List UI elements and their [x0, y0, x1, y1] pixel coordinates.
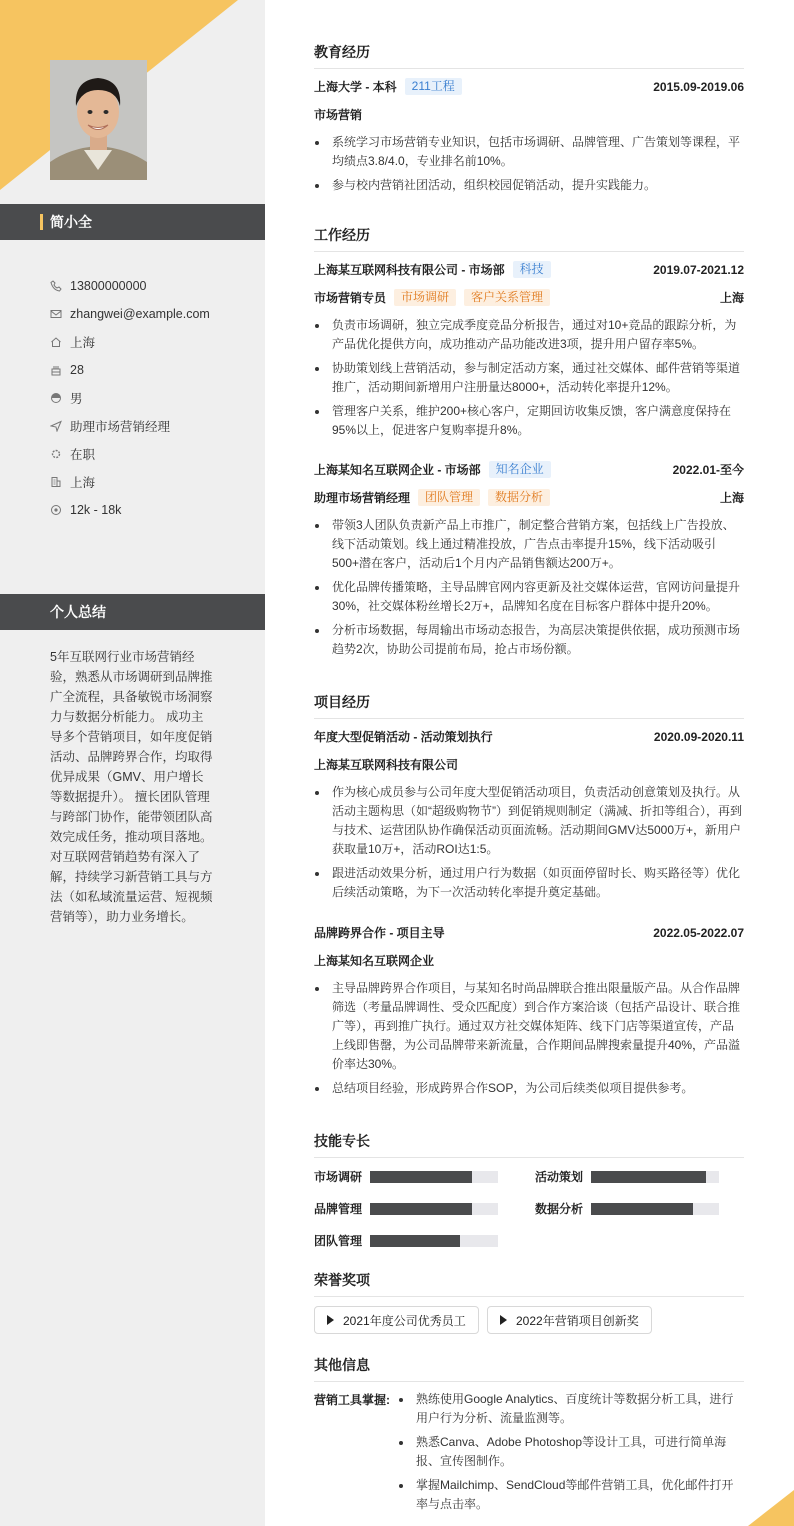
skill-bar: [370, 1235, 498, 1247]
project-1-org-row: [314, 756, 744, 773]
info-position: 助理市场营销经理: [50, 412, 260, 440]
list-item: 熟练使用Google Analytics、百度统计等数据分析工具，进行用户行为分析、流量监测等。: [398, 1390, 744, 1428]
summary-title: 个人总结: [50, 604, 106, 620]
job-1-bullets: [314, 316, 744, 445]
project-1-header: [314, 728, 744, 745]
info-status: 在职: [50, 440, 260, 468]
list-item: 掌握Mailchimp、SendCloud等邮件营销工具，优化邮件打开率与点击率。: [398, 1476, 744, 1514]
list-item: 优化品牌传播策略，主导品牌官网内容更新及社交媒体运营，官网访问量提升30%，社交媒体粉丝增长2万+，品牌知名度在目标客户群体中提升20%。: [314, 578, 744, 616]
other-label-row: [314, 1391, 394, 1408]
job-2-role-row: [314, 489, 744, 506]
skill-name: 数据分析: [535, 1202, 584, 1216]
skill-bar-fill: [591, 1203, 693, 1215]
school-tag: 211工程: [405, 78, 462, 95]
info-work-city: 上海: [50, 468, 260, 496]
education-bullets: [314, 133, 744, 200]
info-salary: 12k - 18k: [50, 496, 260, 524]
list-item: 分析市场数据，每周输出市场动态报告，为高层决策提供依据，成功预测市场趋势2次，协助公司提前布局，抢占市场份额。: [314, 621, 744, 659]
info-gender: 男: [50, 384, 260, 412]
project-2-org: 上海某知名互联网企业: [314, 954, 435, 968]
mail-icon: [50, 308, 62, 320]
skill-item: [314, 1200, 498, 1217]
job-2-skill-tag: 数据分析: [488, 489, 550, 506]
job-1-city: 上海: [719, 291, 744, 305]
project-2-date: 2022.05-2022.07: [653, 925, 744, 940]
list-item: 跟进活动效果分析，通过用户行为数据（如页面停留时长、购买路径等）优化后续活动策略，为下一次活动转化率提升奠定基础。: [314, 864, 744, 902]
summary-title-bar: [0, 594, 265, 630]
name-accent-mark: [40, 214, 43, 230]
job-1-role: 市场营销专员: [314, 291, 387, 305]
project-1-name: 年度大型促销活动 - 活动策划执行: [314, 730, 493, 744]
skill-name: 市场调研: [314, 1170, 363, 1184]
project-2-bullets: [314, 979, 744, 1103]
education-date: 2015.09-2019.06: [653, 79, 744, 94]
major-row: [314, 106, 744, 123]
info-city: 上海: [50, 328, 260, 356]
skill-item: [314, 1168, 498, 1185]
award-badge: 2022年营销项目创新奖: [487, 1306, 652, 1334]
job-1-skill-tag: 客户关系管理: [464, 289, 550, 306]
awards-title: 荣誉奖项: [314, 1270, 744, 1297]
project-2-org-row: [314, 952, 744, 969]
work-title: 工作经历: [314, 225, 744, 252]
info-age: 28: [50, 356, 260, 384]
other-title: 其他信息: [314, 1355, 744, 1382]
skill-item: [314, 1232, 498, 1249]
job-1-skill-tag: 市场调研: [394, 289, 456, 306]
job-1-company: 上海某互联网科技有限公司 - 市场部: [314, 263, 505, 277]
project-1-bullets: [314, 783, 744, 907]
skill-bar: [370, 1171, 498, 1183]
skill-item: [535, 1168, 719, 1185]
avatar: [50, 60, 147, 180]
project-2-header: [314, 924, 744, 941]
accent-triangle-bottom: [748, 1490, 794, 1526]
phone-icon: [50, 280, 62, 292]
list-item: 主导品牌跨界合作项目，与某知名时尚品牌联合推出限量版产品。从合作品牌筛选（考量品牌调性、受众匹配度）到合作方案洽谈（包括产品设计、联合推广等），再到推广执行。通过双方社交媒体矩阵、线下门店等渠道宣传，产品上线即售罄，为公司品牌带来新流量，合作期间品牌搜索量提升40%，产品溢价率达30%。: [314, 979, 744, 1074]
job-2-bullets: [314, 516, 744, 664]
education-title: 教育经历: [314, 42, 744, 69]
job-1-tag: 科技: [513, 261, 551, 278]
info-phone: 13800000000: [50, 272, 260, 300]
list-item: 管理客户关系，维护200+核心客户，定期回访收集反馈，客户满意度保持在95%以上，促进客户复购率提升8%。: [314, 402, 744, 440]
candidate-name: 简小全: [50, 214, 92, 230]
skill-name: 团队管理: [314, 1234, 363, 1248]
skill-item: [535, 1200, 719, 1217]
play-triangle-icon: [327, 1315, 334, 1325]
job-2-tag: 知名企业: [489, 461, 551, 478]
list-item: 负责市场调研，独立完成季度竞品分析报告，通过对10+竞品的跟踪分析，为产品优化提供方向，成功推动产品功能改进3项，提升用户留存率5%。: [314, 316, 744, 354]
other-bullets: [398, 1390, 744, 1519]
send-icon: [50, 420, 62, 432]
skills-title: 技能专长: [314, 1131, 744, 1158]
job-2-date: 2022.01-至今: [672, 463, 744, 477]
skill-bar: [591, 1203, 719, 1215]
list-item: 熟悉Canva、Adobe Photoshop等设计工具，可进行简单海报、宣传图制作。: [398, 1433, 744, 1471]
summary-text: 5年互联网行业市场营销经验，熟悉从市场调研到品牌推广全流程，具备敏锐市场洞察力与数据分析能力。 成功主导多个营销项目，如年度促销活动、品牌跨界合作，均取得优异成果（GMV、用户增长等数据提升）。 擅长团队管理与跨部门协作，能带领团队高效完成任务，推动项目落地。 对互联网营销趋势有深入了解，持续学习新营销工具与方法（如私域流量运营、短视频营销等），助力业务增长。: [50, 650, 213, 924]
skill-bar-fill: [370, 1235, 460, 1247]
list-item: 系统学习市场营销专业知识，包括市场调研、品牌管理、广告策划等课程，平均绩点3.8/4.0，专业排名前10%。: [314, 133, 744, 171]
play-triangle-icon: [500, 1315, 507, 1325]
home-icon: [50, 336, 62, 348]
job-2-company: 上海某知名互联网企业 - 市场部: [314, 463, 481, 477]
info-email: zhangwei@example.com: [50, 300, 260, 328]
job-2-city: 上海: [719, 491, 744, 505]
award-badge: 2021年度公司优秀员工: [314, 1306, 479, 1334]
school-name: 上海大学 - 本科: [314, 80, 397, 94]
project-1-date: 2020.09-2020.11: [653, 729, 744, 744]
job-1-date: 2019.07-2021.12: [653, 262, 744, 277]
major: 市场营销: [314, 108, 363, 122]
job-1-role-row: [314, 289, 744, 306]
salary-icon: [50, 504, 62, 516]
other-label: 营销工具掌握:: [314, 1393, 390, 1407]
list-item: 参与校内营销社团活动，组织校园促销活动，提升实践能力。: [314, 176, 744, 195]
sidebar: [0, 0, 265, 1526]
name-bar: [0, 204, 265, 240]
skill-bar-fill: [370, 1203, 472, 1215]
status-icon: [50, 448, 62, 460]
skill-name: 品牌管理: [314, 1202, 363, 1216]
job-1-header: [314, 261, 744, 278]
list-item: 作为核心成员参与公司年度大型促销活动项目，负责活动创意策划及执行。从活动主题构思（如“超级购物节”）到促销规则制定（满减、折扣等组合），再到与技术、运营团队协作确保活动页面流畅。活动期间GMV达5000万+，新用户获取量10万+，活动ROI达1:5。: [314, 783, 744, 859]
job-2-skill-tag: 团队管理: [418, 489, 480, 506]
list-item: 协助策划线上营销活动，参与制定活动方案，通过社交媒体、邮件营销等渠道推广，活动期间新增用户注册量达8000+，活动转化率提升12%。: [314, 359, 744, 397]
skill-bar-fill: [591, 1171, 706, 1183]
skill-bar: [591, 1171, 719, 1183]
skill-name: 活动策划: [535, 1170, 584, 1184]
skill-bar: [370, 1203, 498, 1215]
list-item: 带领3人团队负责新产品上市推广，制定整合营销方案，包括线上广告投放、线下活动策划。线上通过精准投放，广告点击率提升15%，线下活动吸引500+潜在客户，活动后1个月内产品销售额达200万+。: [314, 516, 744, 573]
list-item: 总结项目经验，形成跨界合作SOP，为公司后续类似项目提供参考。: [314, 1079, 744, 1098]
age-icon: [50, 364, 62, 376]
basic-info-list: [50, 272, 260, 524]
skill-bar-fill: [370, 1171, 472, 1183]
education-header: [314, 78, 744, 95]
project-2-name: 品牌跨界合作 - 项目主导: [314, 926, 445, 940]
job-2-role: 助理市场营销经理: [314, 491, 411, 505]
gender-icon: [50, 392, 62, 404]
job-2-header: [314, 461, 744, 478]
projects-title: 项目经历: [314, 692, 744, 719]
project-1-org: 上海某互联网科技有限公司: [314, 758, 459, 772]
building-icon: [50, 476, 62, 488]
